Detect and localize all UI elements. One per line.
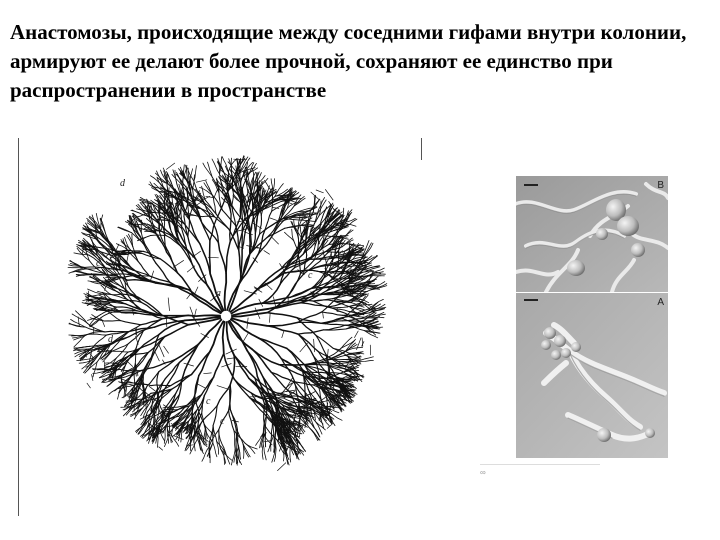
colony-label-7: a bbox=[216, 288, 221, 299]
colony-label-10: c bbox=[206, 396, 211, 407]
colony-label-2: b bbox=[288, 190, 293, 201]
figure-frame-left bbox=[18, 138, 19, 516]
colony-label-4: c bbox=[96, 258, 101, 269]
hyphae-network-svg bbox=[18, 138, 423, 516]
sem-panel-top-label: B bbox=[657, 180, 664, 191]
sem-panel-bottom-label: A bbox=[657, 297, 664, 308]
colony-label-3: d bbox=[158, 222, 163, 233]
sem-panel-bottom bbox=[516, 293, 668, 458]
figure-frame-right bbox=[421, 138, 422, 160]
slide-title: Анастомозы, происходящие между соседними гифами внутри колонии, армируют ее делают более прочной, сохраняют ее единство при распространении в пространстве bbox=[10, 20, 687, 102]
sem-micrographs bbox=[516, 176, 668, 458]
colony-label-12: d bbox=[168, 428, 173, 439]
sem-image-bottom bbox=[516, 293, 668, 458]
colony-label-1: d bbox=[120, 178, 125, 189]
colony-label-5: c bbox=[308, 270, 313, 281]
sem-panel-top bbox=[516, 176, 668, 292]
colony-label-8: c bbox=[336, 304, 341, 315]
colony-label-6: b bbox=[354, 272, 359, 283]
caption-divider bbox=[480, 464, 600, 465]
stray-mark: ∞ bbox=[480, 468, 486, 477]
sem-image-top bbox=[516, 176, 668, 292]
colony-label-9: d bbox=[108, 334, 113, 345]
mycelium-colony-drawing bbox=[18, 138, 423, 516]
colony-label-11: c bbox=[220, 416, 225, 427]
